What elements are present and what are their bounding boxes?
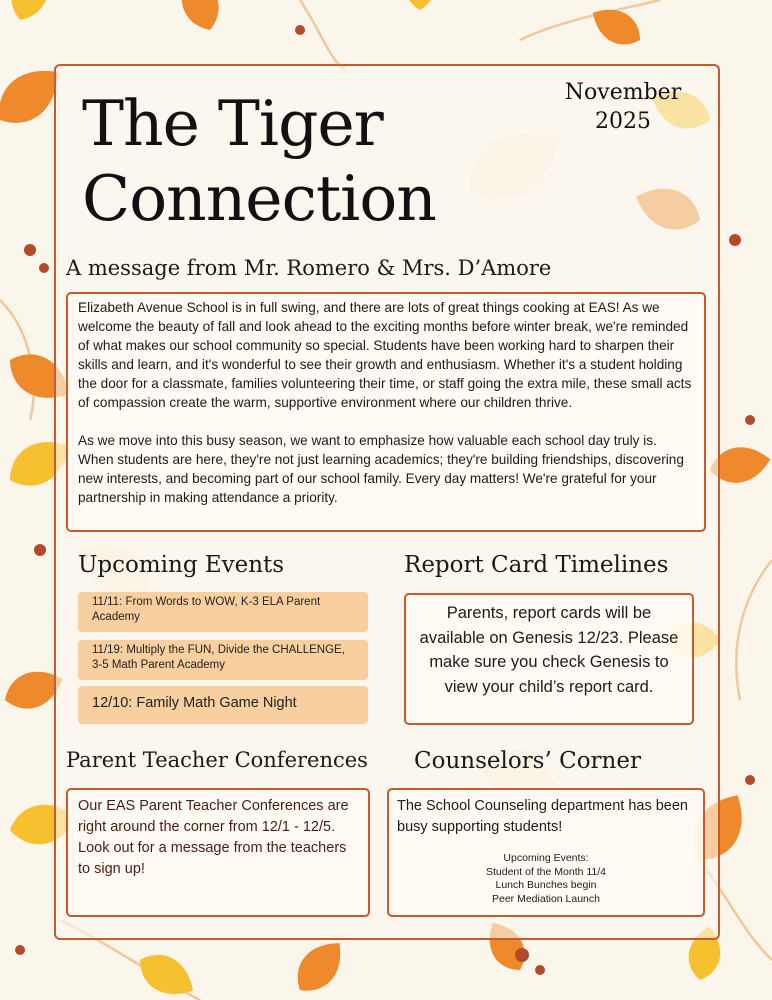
counselor-event-item: Peer Mediation Launch: [492, 892, 600, 905]
newsletter-title-line1: The Tiger: [82, 87, 383, 160]
counselors-intro: The School Counseling department has been busy supporting students!: [397, 798, 688, 835]
counselors-events-label: Upcoming Events:: [503, 852, 589, 864]
issue-month: November: [564, 80, 682, 105]
message-paragraph-2: As we move into this busy season, we want to emphasize how valuable each school day truly is. When students are here, they're not just learning academics; they're building friendships, discovering new interests, and becoming part of our school family. Every day matters! We're grateful for your partnership in making attendance a priority.: [78, 433, 684, 505]
event-item: 11/11: From Words to WOW, K-3 ELA Parent Academy: [78, 592, 368, 632]
principal-message-box: [66, 292, 706, 532]
message-heading: A message from Mr. Romero & Mrs. D’Amore: [66, 256, 552, 280]
event-item: 12/10: Family Math Game Night: [78, 686, 368, 724]
conferences-box: Our EAS Parent Teacher Conferences are right around the corner from 12/1 - 12/5. Look out for a message from the teachers to sign up!: [66, 788, 370, 917]
issue-date: [548, 78, 698, 136]
event-item: 11/19: Multiply the FUN, Divide the CHALLENGE, 3-5 Math Parent Academy: [78, 640, 368, 680]
counselor-event-item: Student of the Month 11/4: [485, 865, 607, 878]
report-card-box: Parents, report cards will be available on Genesis 12/23. Please make sure you check Genesis to view your child’s report card.: [404, 593, 694, 725]
message-paragraph-1: Elizabeth Avenue School is in full swing, and there are lots of great things cooking at EAS! As we welcome the beauty of fall and look ahead to the exciting months before winter break, we're reminded of what makes our school community so special. Students have been working hard to sharpen their skills and learn, and it's wonderful to see their growth and enthusiasm. Whether it's a student holding the door for a classmate, families volunteering their time, or staff going the extra mile, these small acts of compassion create the warm, supportive environment where our children thrive.: [78, 300, 692, 410]
counselors-box: [387, 788, 705, 917]
counselors-events: [397, 852, 695, 906]
report-card-heading: Report Card Timelines: [404, 552, 669, 578]
issue-year: 2025: [595, 109, 651, 134]
conferences-heading: Parent Teacher Conferences: [66, 748, 368, 772]
counselors-heading: Counselors’ Corner: [414, 748, 641, 774]
newsletter-title-line2: Connection: [82, 162, 436, 235]
counselor-event-item: Lunch Bunches begin: [495, 879, 597, 891]
events-heading: Upcoming Events: [78, 552, 285, 578]
